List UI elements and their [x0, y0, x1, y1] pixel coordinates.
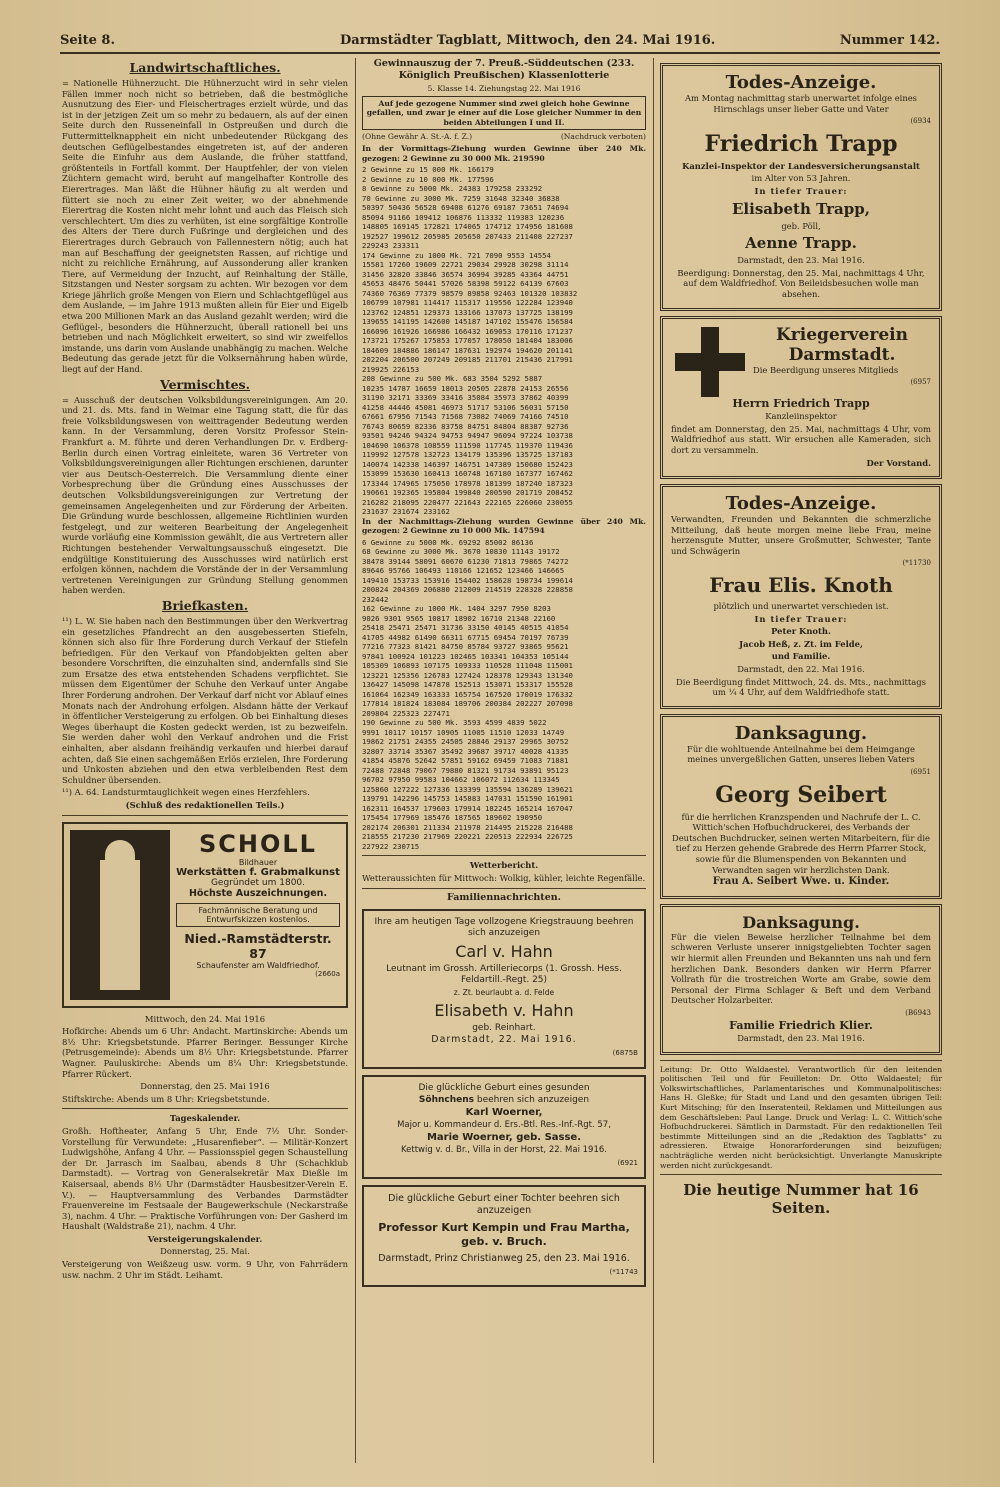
versteigerung-date: Donnerstag, 25. Mai.	[160, 1246, 250, 1257]
column-divider	[355, 58, 356, 1463]
scholl-shopwindow: Schaufenster am Waldfriedhof.	[196, 960, 320, 970]
column-right	[660, 58, 942, 1468]
woerner-place: Kettwig v. d. Br., Villa in der Horst, 22. Mai 1916.	[401, 1145, 607, 1156]
section-title-briefkasten: Briefkasten.	[161, 597, 249, 613]
knoth-name: Frau Elis. Knoth	[709, 573, 893, 598]
lotto-afternoon-numbers: 6 Gewinne zu 5000 Mk. 69292 85002 86136 68 Gewinne zu 3000 Mk. 3670 10830 11143 19172 38478 39144 58091 60670 61230 71813 79865 74272 89646 95766 106493 110166 121652 123466 146665 149410 153733 153916 154402 158628 198734 199614 200824 204369 206880 212009 214519 228328 228858 232442 162 Gewinne zu 1000 Mk. 1404 3297 7950 8203 9026 9301 9565 10817 18902 16710 21348 22160 25418 25471 25471 31736 33150 40145 40515 41054 41705 44982 61490 66311 67715 69454 70197 76739 77216 77323 81421 84750 85784 93727 93865 95621 97841 100924 101223 102465 103341 104353 105144 105309 106893 107175 109333 110528 111048 115001 123221 125356 126783 127424 128378 129343 131340 136427 145098 147878 152513 153071 153317 155528 161064 162349 163333 165754 167520 170019 176332 177814 181824 183084 189706 200384 202227 207098 209804 225323 227471 190 Gewinne zu 500 Mk. 3593 4599 4839 5022 9991 10117 10157 10905 11005 11510 12033 14749 19862 21751 24355 24505 28846 29137 29965 30752 32807 33714 35367 35492 39687 39717 40028 41335 41854 45876 52642 57851 59162 69459 71083 71881 72488 72848 79067 79880 81321 91734 93891 95123 96702 97950 99583 104662 106072 112634 113345 125860 127222 127336 133399 135594 136289 139621 139791 142296 145753 145883 147031 151590 161901 162311 164537 179603 179914 182245 165214 167047 175454 177969 185476 187565 189602 190950 202174 206301 211334 211978 214495 215228 216488 218555 217230 217969 220221 220513 222934 226725 227922 230715	[362, 537, 573, 851]
monument-top	[105, 840, 135, 862]
lotto-afternoon-heading: In der Nachmittags-Ziehung wurden Gewinne über 240 Mk. gezogen: 2 Gewinne zu 10 000 Mk. 147594	[362, 516, 646, 536]
article-volksbildung: = Ausschuß der deutschen Volksbildungsvereinigungen. Am 20. und 21. ds. Mts. fand in Weimar eine Tagung statt, die für das freie Volksbildungswesen von weittragender Bedeutung werden kann. In der Versammlung, deren Vorsitz Professor Stein-Frankfurt a. M. führte und deren Verhandlungen Dr. v. Erdberg-Berlin durch einen Vortrag einleitete, waren 36 Vertreter von Volksbildungsvereinigungen aller Richtungen erschienen, darunter vier aus Deutsch-Oesterreich. Die Versammlung diente einer Vorbesprechung über die Gründung eines Ausschusses der deutschen Volksbildungsvereinigungen zur Vertretung der gemeinsamen Angelegenheiten und zur Förderung der Arbeiten. Die Gründung wurde beschlossen, allgemeine Richtlinien wurden festgelegt, und zur weiteren Bearbeitung der Angelegenheit wurde vorläufig eine Kommission gewählt, die aus Vertretern aller Richtungen bestehender Verwaltungsausschuß eingesetzt. Die endgültige Konstituierung des Ausschusses wird natürlich erst erfolgen können, nachdem die Vorstände der in der Versammlung vertretenen Vereinigungen zur Gründung Stellung genommen haben werden.	[62, 394, 348, 596]
seibert-sign: Frau A. Seibert Wwe. u. Kinder.	[712, 876, 890, 888]
church-date-2: Donnerstag, den 25. Mai 1916	[140, 1081, 270, 1092]
knoth-death-notice	[660, 484, 942, 709]
kriegerverein-title: Kriegerverein Darmstadt.	[776, 324, 908, 365]
kempin-parents: Professor Kurt Kempin und Frau Martha, geb. v. Bruch.	[378, 1220, 630, 1248]
knoth-after: plötzlich und unerwartet verschieden ist.	[713, 601, 889, 612]
seibert-title: Danksagung.	[734, 722, 868, 744]
trapp-name: Friedrich Trapp	[704, 130, 898, 157]
woerner-father: Karl Woerner,	[465, 1106, 543, 1118]
kriegerverein-text-2: findet am Donnerstag, den 25. Mai, nachmittags 4 Uhr, vom Waldfriedhof aus statt. Wir ersuchen alle Kameraden, sich dort zu versammeln.	[671, 423, 931, 455]
hahn-rank: Leutnant im Grossh. Artilleriecorps (1. Grossh. Hess. Feldartill.-Regt. 25)	[386, 964, 622, 986]
ad-code: (6951	[910, 768, 931, 776]
section-title-landwirtschaft: Landwirtschaftliches.	[129, 60, 281, 75]
column-divider	[653, 58, 654, 1463]
ad-code: (6875B	[612, 1048, 638, 1057]
hahn-place: Darmstadt, 22. Mai 1916.	[431, 1034, 577, 1046]
trapp-mourning: In tiefer Trauer:	[754, 185, 848, 196]
knoth-burial: Die Beerdigung findet Mittwoch, 24. ds. Mts., nachmittags um ¼ 4 Uhr, auf dem Waldfriedhofe statt.	[676, 676, 926, 698]
impressum: Leitung: Dr. Otto Waldaestel. Verantwortlich für den leitenden politischen Teil und für Feuilleton: Dr. Otto Waldaestel; für Volkswirtschaftliches, Parlamentarisches und Kommunalpolitisches: Hans H. Gleßke; für Stadt und Land und den gesamten übrigen Teil: Kurt Mitsching; für den Inseratenteil, Reklamen und Mitteilungen aus dem Geschäftsleben: Paul Lange. Druck und Verlag: L. C. Wittich'sche Hofbuchdruckerei. Sämtlich in Darmstadt. Für den redaktionellen Teil bestimmte Mitteilungen sind an die „Redaktion des Tagblatts“ zu adressieren. Etwaige Honorarforderungen sind beizufügen; nachträgliche werden nicht berücksichtigt. Unverlangte Manuskripte werden nicht zurückgesandt.	[660, 1064, 942, 1170]
trapp-place: Darmstadt, den 23. Mai 1916.	[737, 255, 865, 266]
tageskalender-title: Tageskalender.	[169, 1113, 241, 1124]
knoth-husband: Peter Knoth.	[771, 626, 831, 637]
woerner-rank: Major u. Kommandeur d. Ers.-Btl. Res.-Inf.-Rgt. 57,	[397, 1120, 611, 1131]
seibert-name: Georg Seibert	[715, 781, 887, 808]
knoth-text: Verwandten, Freunden und Bekannten die schmerzliche Mitteilung, daß heute morgen meine liebe Frau, meine herzensgute Mutter, unsere Großmutter, Schwester, Tante und Schwägerin	[671, 514, 931, 556]
knoth-relative: Jacob Heß, z. Zt. im Felde,	[739, 638, 863, 649]
lotto-gewaehr: (Ohne Gewähr A. St.-A. f. Z.)	[362, 132, 473, 142]
scholl-consulting: Fachmännische Beratung und Entwurfskizzen kostenlos.	[176, 903, 340, 927]
trapp-daughter: Aenne Trapp.	[745, 234, 857, 253]
column-middle	[362, 58, 646, 1468]
iron-cross-icon	[675, 327, 745, 397]
hahn-bride: Elisabeth v. Hahn	[434, 1000, 574, 1020]
scholl-workshop: Werkstätten f. Grabmalkunst	[176, 866, 340, 878]
ad-code: (B6943	[905, 1008, 931, 1017]
klier-place: Darmstadt, den 23. Mai 1916.	[737, 1033, 865, 1044]
section-title-vermischtes: Vermischtes.	[160, 376, 250, 392]
klier-sign: Familie Friedrich Klier.	[729, 1018, 873, 1032]
trapp-rank: Kanzlei-Inspektor der Landesversicherungsanstalt	[682, 160, 920, 171]
scholl-founded: Gegründet um 1800.	[210, 877, 306, 888]
hahn-note: z. Zt. beurlaubt a. d. Felde	[453, 988, 555, 998]
klier-title: Danksagung.	[742, 912, 860, 932]
tageskalender-text: Großh. Hoftheater, Anfang 5 Uhr, Ende 7½ Uhr. Sonder-Vorstellung für Verwundete: „Husarenfieber“. — Militär-Konzert Ludwigshöhe, Anfang 4 Uhr. — Passionsspiel gegen Schaustellung der Dr. Jarrasch im Saalbau, abends 8 Uhr (Schachklub Darmstadt). — Vortrag von Generalsekretär Max Dießle im Kaisersaal, abends 8½ Uhr (Darmstädter Hausbesitzer-Verein E. V.). — Hauptversammlung des Verbandes Darmstädter Frauenvereine im Festsaale der Baugewerkschule (Neckarstraße 3), nachm. 4 Uhr. — Praktische Vorführungen von: Der Gasherd im Haushalt (Waldstraße 21), nachm. 4 Uhr.	[62, 1125, 348, 1232]
divider	[660, 1060, 942, 1061]
briefkasten-answer-1: ¹¹) L. W. Sie haben nach den Bestimmungen über den Werkvertrag ein gesetzliches Pfandrecht an den ausgebesserten Stiefeln, können sich also für Ihre Forderung durch Verkauf der Stiefeln befriedigen. Für den Verkauf von Pfandobjekten gelten aber besondere Vorschriften, die einzuhalten sind, andernfalls sind Sie zum Ersatze des etwa entstehenden Schadens verpflichtet. Sie müssen dem Eigentümer der Schuhe den Verkauf unter Angabe Ihrer Forderung androhen. Der Verkauf darf nicht vor Ablauf eines Monats nach der Androhung erfolgen. Alsdann hätte der Verkauf in öffentlicher Versteigerung zu erfolgen. Ob bei Einhaltung dieses Weges überhaupt die Kosten gedeckt werden, ist zu bezweifeln. Sie werden daher wohl den Verkauf androhen und die Frist einhalten, aber alsdann freihändig verkaufen und hierbei darauf achten, daß Sie einen sachgemäßen Erlös erzielen, Ihre Forderung und Unkosten abziehen und den etwa verbleibenden Rest dem Schuldner übersenden.	[62, 615, 348, 785]
trapp-title: Todes-Anzeige.	[725, 72, 877, 93]
scholl-address: Nied.-Ramstädterstr. 87	[184, 930, 332, 961]
woerner-son: Söhnchens	[418, 1095, 475, 1106]
kempin-birth-announcement	[362, 1185, 646, 1288]
divider	[62, 815, 348, 816]
lotto-subtitle: 5. Klasse 14. Ziehungstag 22. Mai 1916	[427, 84, 581, 93]
ad-code: (*11743	[609, 1267, 638, 1276]
ad-code: (2660a	[315, 969, 340, 978]
weather-title: Wetterbericht.	[469, 860, 539, 871]
header-rule	[60, 52, 940, 54]
divider	[660, 1174, 942, 1175]
knoth-mourning: In tiefer Trauer:	[754, 613, 848, 624]
ad-code: (6957	[910, 378, 931, 387]
monument-illustration	[70, 830, 170, 1000]
woerner-intro: Die glückliche Geburt eines gesunden	[418, 1082, 590, 1093]
hahn-intro: Ihre am heutigen Tage vollzogene Kriegstrauung beehren sich anzuzeigen	[374, 917, 634, 939]
kempin-place: Darmstadt, Prinz Christianweg 25, den 23. Mai 1916.	[378, 1252, 630, 1264]
lotto-morning-numbers: 2 Gewinne zu 15 000 Mk. 166179 2 Gewinne zu 10 000 Mk. 177596 8 Gewinne zu 5000 Mk. 24383 179258 233292 70 Gewinne zu 3000 Mk. 7259 31648 32340 36838 50397 50436 56528 69408 61276 69187 73651 74694 85094 91166 109412 106876 113332 119383 120236 148805 169145 172821 174065 174712 174956 181608 192527 199612 205985 205650 207433 211408 227237 229243 233311 174 Gewinne zu 1000 Mk. 721 7090 9553 14554 15581 17260 19609 22721 29034 29928 30298 31114 31456 32820 33846 36574 36994 39285 43364 44751 45653 48476 50441 57026 58398 59122 64139 67603 74360 76369 77379 98579 89858 92463 101320 103832 106799 107981 114417 115317 119556 122284 123940 123762 124851 129373 133166 137073 137725 138199 139655 141195 142600 145187 147102 155476 156584 166096 161926 166986 166432 169053 170116 171237 173721 175267 175853 177057 178050 181404 183006 184609 184886 186147 187631 192974 194620 201141 202204 206500 207249 209185 211701 215436 217991 219925 226153 208 Gewinne zu 500 Mk. 683 3504 5292 5887 10235 14787 16659 18013 20505 22878 24153 26556 31190 32171 33369 33416 35084 35973 37862 40399 41258 44446 45081 46973 51717 53106 56031 57150 67661 67956 71543 71568 73082 74069 74166 74510 76743 80659 82336 83758 84751 84804 88387 92736 93501 94246 94324 94753 94947 96094 97224 103738 104690 106378 108559 111590 117745 119370 119436 119992 127578 132723 134179 135396 135725 137183 140074 142338 146397 146751 147389 150680 152423 153099 153630 160413 160748 167180 167377 167462 173344 174965 175050 178978 181399 187240 187323 190661 192365 195804 199840 200590 201719 208452 216282 218095 220477 221643 222165 226060 230055 231637 231674 233162	[362, 165, 578, 517]
seibert-text-1: Für die wohltuende Anteilnahme bei dem Heimgange meines unvergeßlichen Gatten, unseres lieben Vaters	[687, 743, 915, 765]
ad-code: (*11730	[902, 559, 931, 568]
family-news-title: Familiennachrichten.	[447, 891, 561, 903]
hahn-groom: Carl v. Hahn	[455, 942, 553, 962]
hahn-wedding-announcement	[362, 909, 646, 1068]
lotto-nachdruck: (Nachdruck verboten)	[560, 132, 646, 142]
trapp-death-notice	[660, 63, 942, 311]
ad-code: (6921	[617, 1159, 638, 1168]
kriegerverein-notice	[660, 316, 942, 480]
ad-code: (6934	[910, 117, 931, 126]
issue-number: Nummer 142.	[839, 33, 940, 48]
weather-text: Wetteraussichten für Mittwoch: Wolkig, kühler, leichte Regenfälle.	[362, 872, 646, 883]
klier-text: Für die vielen Beweise herzlicher Teilnahme bei dem schweren Verluste unserer innigstgeliebten Tochter sagen wir hiermit allen Freunden und Bekannten uns nah und fern herzlichen Dank. Besonders danken wir Herrn Pfarrer Vollrath für die trostreichen Worte am Grabe, sowie dem Personal der Firma Schlager & Beft und dem Verband Deutscher Holzarbeiter.	[671, 931, 931, 1006]
versteigerung-title: Versteigerungskalender.	[147, 1233, 263, 1244]
lotto-title: Gewinnauszug der 7. Preuß.-Süddeutschen (233. Königlich Preußischen) Klassenlotterie	[373, 58, 635, 81]
trapp-age: im Alter von 53 Jahren.	[751, 173, 851, 184]
newspaper-title: Darmstädter Tagblatt, Mittwoch, den 24. Mai 1916.	[340, 33, 716, 48]
trapp-text: Am Montag nachmittag starb unerwartet infolge eines Hirnschlags unser lieber Gatte und Vater	[685, 93, 917, 114]
seibert-text-2: für die herrlichen Kranzspenden und Nachrufe der L. C. Wittich'schen Hofbuchdruckerei, des Verbands der Deutschen Buchdrucker, seinen werten Mitarbeitern, für die tief zu Herzen gehende Grabrede des Herrn Pfarrer Stock, sowie für die Blumenspenden von Bekannten und Verwandten sagen wir herzlichsten Dank.	[672, 811, 930, 875]
kriegerverein-name: Herrn Friedrich Trapp	[732, 396, 870, 410]
woerner-mother: Marie Woerner, geb. Sasse.	[426, 1131, 582, 1143]
church-date-1: Mittwoch, den 24. Mai 1916	[144, 1013, 266, 1024]
woerner-child	[370, 1095, 638, 1106]
church-services-1: Hofkirche: Abends um 6 Uhr: Andacht. Martinskirche: Abends um 8½ Uhr: Kriegsbetstunde. Pfarrer Beringer. Bessunger Kirche (Petrusgemeinde): Abends um 8½ Uhr: Kriegsbetstunde. Pfarrer Wagner. Pauluskirche: Abends um 8¼ Uhr: Kriegsbetstunde. Pfarrer Rückert.	[62, 1026, 348, 1079]
hahn-maiden: geb. Reinhart.	[472, 1022, 536, 1033]
kempin-intro: Die glückliche Geburt einer Tochter beehren sich anzuzeigen	[388, 1192, 620, 1216]
scholl-awards: Höchste Auszeichnungen.	[188, 887, 328, 899]
church-services-2: Stiftskirche: Abends um 8 Uhr: Kriegsbetstunde.	[62, 1093, 270, 1104]
kriegerverein-text-1: Die Beerdigung unseres Mitglieds	[753, 364, 899, 375]
kriegerverein-rank: Kanzleiinspektor	[765, 411, 837, 422]
page-header	[60, 30, 940, 52]
trapp-burial: Beerdigung: Donnerstag, den 25. Mai, nachmittags 4 Uhr, auf dem Waldfriedhof. Von Beileidsbesuchen wolle man absehen.	[677, 267, 925, 299]
scholl-name: SCHOLL	[199, 829, 317, 858]
kriegerverein-sign: Der Vorstand.	[866, 457, 931, 468]
divider	[362, 855, 646, 856]
divider	[362, 888, 646, 889]
trapp-maiden: geb. Pöll,	[781, 220, 821, 231]
woerner-birth-announcement	[362, 1075, 646, 1179]
monument-column	[100, 860, 140, 990]
page-count-notice: Die heutige Nummer hat 16 Seiten.	[683, 1181, 919, 1218]
woerner-intro-end: beehren sich anzuzeigen	[476, 1095, 590, 1106]
lotto-morning-heading: In der Vormittags-Ziehung wurden Gewinne über 240 Mk. gezogen: 2 Gewinne zu 30 000 Mk. 219590	[362, 143, 646, 163]
article-huehnerzucht: = Nationelle Hühnerzucht. Die Hühnerzucht wird in sehr vielen Fällen immer noch nicht so betrieben, daß die bestmögliche Ausnutzung des Eier- und Fleischertrages erzielt würde, und das ist in der jetzigen Zeit um so mehr zu bedauern, als auf der einen Seite durch den Russeneinfall in Ostpreußen und durch die Futtermittelknappheit ein nicht unbedeutender Rückgang des deutschen Geflügelbestandes eingetreten ist, auf der anderen Seite die Einfuhr aus dem Auslande, die früher stattfand, größtenteils in Fortfall kommt. Der Hauptfehler, der von vielen Züchtern gemacht wird, beruht auf mangelhafter Kontrolle des Eierertrages. Man läßt die Hühner häufig zu alt werden und füttert sie noch zu einer Zeit weiter, wo der abnehmende Eierertrag die Kosten nicht mehr lohnt und auch das Fleisch sich verschlechtert. Um dies zu verhüten, ist eine sorgfältige Kontrolle des Alters der Tiere durch Fußringe und dergleichen und des Eierertrages durch Gebrauch von Fallennestern nötig; auch hat man auf Beschaffung der geeignetsten Rassen, auf richtige und nicht zu reichliche Ernährung, auf Aussonderung aller kranken Tiere, auf Vermeidung der Inzucht, auf Reinhaltung der Ställe, Sitzstangen und Nester sorgsam zu achten. Wir bezogen vor dem Kriege jährlich große Mengen von Eiern und Schlachtgeflügel aus dem Auslande, — im Jahre 1913 mußten allein für Eier und Eigelb etwa 200 Millionen Mark an das Ausland gezahlt werden; wird die Geflügel-, besonders die Hühnerzucht, überall rationell bei uns betrieben und nach Möglichkeit erweitert, so sind wir zweifellos imstande, uns darin vom Auslande unabhängig zu machen. Welche Bedeutung das gerade jetzt für die Volksernährung haben würde, liegt auf der Hand.	[62, 78, 348, 375]
briefkasten-answer-2: ¹¹) A. 64. Landsturmtauglichkeit wegen eines Herzfehlers.	[62, 787, 310, 798]
lotto-disclaimer	[362, 132, 646, 142]
divider	[62, 1108, 348, 1109]
lotto-note: Auf jede gezogene Nummer sind zwei gleich hohe Gewinne gefallen, und zwar je einer auf die Lose gleicher Nummer in den beiden Abteilungen I und II.	[362, 96, 646, 131]
column-left	[62, 58, 348, 1468]
cross-horizontal-bar	[675, 353, 745, 371]
scholl-profession: Bildhauer	[238, 857, 278, 867]
end-editorial-note: (Schluß des redaktionellen Teils.)	[125, 800, 285, 810]
knoth-family: und Familie.	[771, 651, 831, 662]
seibert-thanks-notice	[660, 714, 942, 899]
knoth-place: Darmstadt, den 22. Mai 1916.	[737, 664, 865, 675]
versteigerung-text: Versteigerung von Weißzeug usw. vorm. 9 Uhr, von Fahrrädern usw. nachm. 2 Uhr im Städt. Leihamt.	[62, 1259, 348, 1280]
scholl-advertisement	[62, 822, 348, 1008]
knoth-title: Todes-Anzeige.	[725, 493, 877, 515]
page-number: Seite 8.	[60, 33, 115, 48]
klier-thanks-notice	[660, 904, 942, 1055]
trapp-widow: Elisabeth Trapp,	[732, 199, 870, 218]
